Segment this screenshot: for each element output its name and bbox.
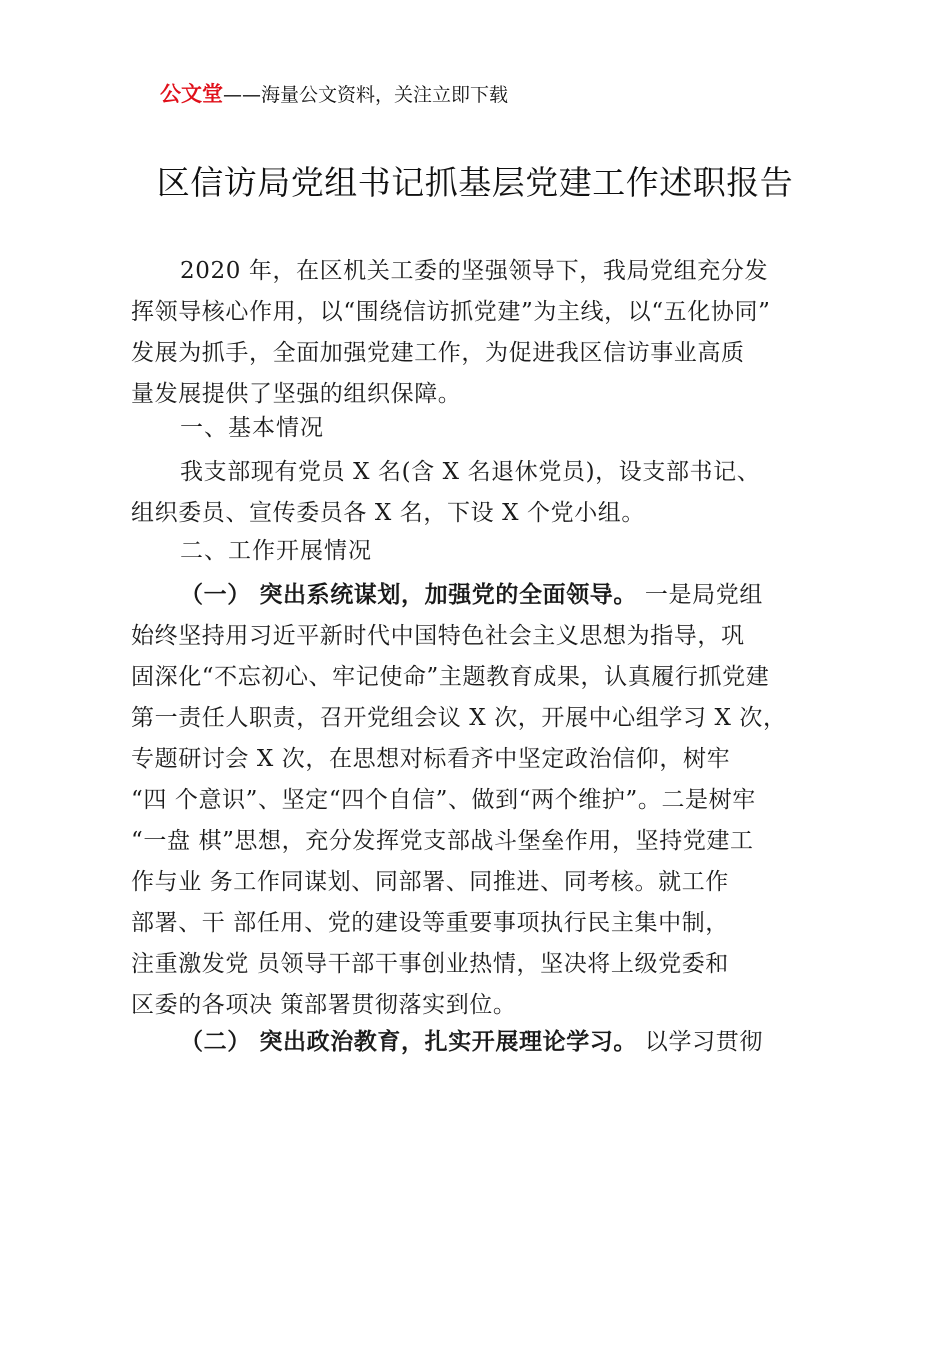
brand-name: 公文堂 (160, 82, 223, 106)
item1-first-tail: 一是局党组 (637, 582, 763, 608)
item1-line-5: 专题研讨会 X 次，在思想对标看齐中坚定政治信仰，树牢 (131, 746, 731, 772)
intro-line-3: 发展为抓手，全面加强党建工作，为促进我区信访事业高质 (131, 340, 745, 366)
item1-line-9: 部署、干 部任用、党的建设等重要事项执行民主集中制， (131, 910, 729, 936)
item2-lead: （二） 突出政治教育，扎实开展理论学习。 (180, 1028, 638, 1055)
item2-first-line (180, 1026, 763, 1058)
item1-line-8: 作与业 务工作同谋划、同部署、同推进、同考核。就工作 (131, 869, 729, 895)
item1-lead: （一） 突出系统谋划，加强党的全面领导。 (180, 581, 638, 608)
item1-line-2: 始终坚持用习近平新时代中国特色社会主义思想为指导，巩 (131, 623, 745, 649)
item1-line-4: 第一责任人职责，召开党组会议 X 次，开展中心组学习 X 次， (131, 705, 787, 731)
intro-line-2: 挥领导核心作用，以“围绕信访抓党建”为主线，以“五化协同” (131, 299, 771, 325)
section1-line-2: 组织委员、宣传委员各 X 名，下设 X 个党小组。 (131, 500, 645, 526)
item2-tail: 以学习贯彻 (637, 1029, 763, 1055)
header-banner (160, 80, 508, 109)
item1-line-6: “四 个意识”、坚定“四个自信”、做到“两个维护”。二是树牢 (131, 787, 756, 813)
section1-line-1: 我支部现有党员 X 名(含 X 名退休党员)，设支部书记、 (180, 459, 761, 485)
item1-line-3: 固深化“不忘初心、牢记使命”主题教育成果，认真履行抓党建 (131, 664, 770, 690)
header-tagline: ——海量公文资料，关注立即下载 (223, 84, 509, 106)
intro-line-4: 量发展提供了坚强的组织保障。 (131, 381, 462, 407)
item1-first-line (180, 579, 763, 611)
section1-heading: 一、基本情况 (180, 415, 324, 441)
item1-line-10: 注重激发党 员领导干部干事创业热情，坚决将上级党委和 (131, 951, 729, 977)
section2-heading: 二、工作开展情况 (180, 538, 372, 564)
intro-line-1: 2020 年，在区机关工委的坚强领导下，我局党组充分发 (180, 258, 769, 284)
item1-line-7: “一盘 棋”思想，充分发挥党支部战斗堡垒作用，坚持党建工 (131, 828, 754, 854)
document-title: 区信访局党组书记抓基层党建工作述职报告 (156, 163, 794, 202)
item1-line-11: 区委的各项决 策部署贯彻落实到位。 (131, 992, 517, 1018)
